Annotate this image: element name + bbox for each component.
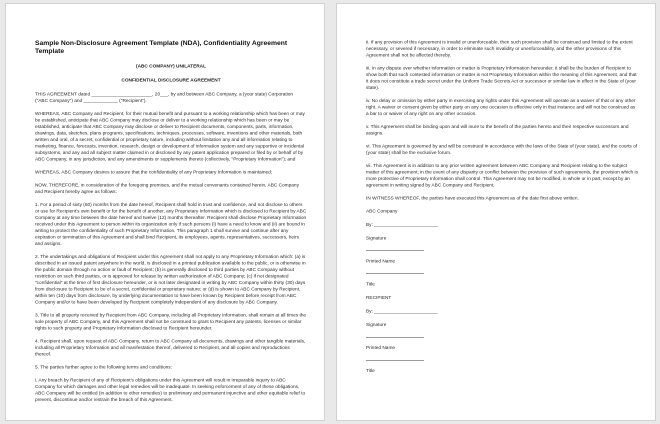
clause-2-paragraph: 2. The undertakings and obligations of Recipient under this Agreement shall not apply to any Proprietary Information which: (a) is described in an issued patent anywhere in the world, is disclosed in a printed publication available to the public, or is otherwise in the public domain through no action or fault of Recipient; (b) is generally disclosed to third parties by ABC Company without restriction on such third parties, or is approved for release by written authorization of ABC Company; (c) if not designated "confidential" at the time of first disclosure hereunder, or is not later designated in writing by ABC Company within thirty (30) days from disclosure to Recipient to be of a secret, confidential or proprietary nature; or (d) is shown to ABC Company by Recipient, within ten (10) days from disclosure, by underlying documentation to have been known by Recipient before receipt from ABC Company and/or to have been developed by Recipient completely independent of any disclosure by ABC Company. <box>35 254 306 305</box>
clause-5i-paragraph: i. Any breach by Recipient of any of Recipient's obligations under this Agreement will result in irreparable inquiry to ABC Company for which damages and other legal remedies will be inadequate. In seeking enforcement of any of these obligations, ABC Company will be entitled (in addition to other remedies) to preliminary and permanent injunctive and other equitable relief to prevent, discontinue and/or restrain the breach of this Agreement. <box>35 377 306 403</box>
witness-whereof-paragraph: IN WITNESS WHEREOF, the parties have executed this Agreement as of the date first above written. <box>366 195 579 201</box>
confidential-disclosure-heading: CONFIDENTIAL DISCLOSURE AGREEMENT <box>121 77 221 83</box>
party2-by-line: By: ________________________ <box>366 308 438 314</box>
party1-name: ABC Company <box>366 208 398 214</box>
clause-5ii-paragraph: ii. If any provision of this Agreement is invalid or unenforceable, then such provision shall be construed and limited to the extent necessary, or severed if necessary, in order to eliminate such invalidity or unenforceability, and the other provisions of this Agreement shall not be affected thereby. <box>366 39 633 58</box>
clause-5iii-paragraph: iii. In any dispute over whether information or matter is Proprietary Information hereunder, it shall be the burden of Recipient to show both that such contested information or matter is not Proprietary Information within the meaning of this Agreement, and that it does not constitute a trade secret under the Uniform Trade Secrets Act or successor or similar law in effect in the State of (your state). <box>366 65 637 91</box>
party2-name: RECIPIENT <box>366 295 392 301</box>
whereas-confidentiality-paragraph: WHEREAS, ABC Company desires to assure that the confidentiality of any Proprietary Information is maintained; <box>35 169 273 175</box>
signature-block-recipient <box>366 295 638 375</box>
party2-printed-name-label: Printed Name <box>366 345 396 351</box>
unilateral-heading: (ABC COMPANY) UNILATERAL <box>135 63 207 69</box>
party2-title-label: Title <box>366 368 375 374</box>
document-page-1 <box>5 3 325 421</box>
page-2-content <box>337 4 656 374</box>
party1-signature-label: Signature <box>366 235 387 241</box>
clause-5v-paragraph: v. This Agreement shall be binding upon and will inure to the benefit of the parties hereto and their respective successors and assigns. <box>366 124 629 136</box>
signature-block-abc-company <box>366 208 638 288</box>
party2-signature-label: Signature <box>366 322 387 328</box>
clause-5-paragraph: 5. The parties further agree to the following terms and conditions: <box>35 364 172 370</box>
party1-title-label: Title <box>366 281 375 287</box>
clause-5vi-paragraph: vi. This Agreement is governed by and will be construed in accordance with the laws of the State of (your state), and the courts of (your state) shall be the exclusive forum. <box>366 143 638 156</box>
document-page-2 <box>336 3 656 421</box>
party2-signature-line <box>366 337 424 338</box>
party1-printed-name-label: Printed Name <box>366 258 396 264</box>
party1-printed-name-line <box>366 274 424 275</box>
clause-4-paragraph: 4. Recipient shall, upon request of ABC Company, return to ABC Company all documents, drawings and other tangible materials, including all Proprietary Information and all manifestation thereof, delivered to Recipient, and all copies and reproductions thereof. <box>35 338 306 357</box>
party1-signature-line <box>366 251 424 252</box>
page-1-content <box>6 4 325 403</box>
clause-5vii-paragraph: vii. This Agreement is in addition to any prior written agreement between ABC Company and Recipient relating to the subject matter of this agreement; in the event of any disparity or conflict between the provision of such agreements, the provision which is more protective of Proprietary Information shall control. This Agreement may not be modified, in whole or in part, except by an agreement in writing signed by ABC Company and Recipient. <box>366 163 638 188</box>
now-therefore-paragraph: NOW, THEREFORE, in consideration of the foregoing premises, and the mutual convenants contained herein, ABC Company and Recipient hereby agree as follows: <box>35 182 299 195</box>
clause-5iv-paragraph: iv. No delay or omission by either party in exercising any rights under this Agreement will operate as a waiver of that or any other right. A waiver or consent given by either party on any one occasion is effective only in that instance and will not be construed as a bar to or waiver of any right on any other occasion. <box>366 98 636 117</box>
clause-3-paragraph: 3. Title to all property received by Recipient from ABC Company, including all Proprietary Information, shall remain at all times the sole property of ABC Company, and this Agreement shall not be construed to grant to Recipient any patents, licenses or similar rights to such property and Proprietary Information disclosed to Recipient hereunder. <box>35 312 307 331</box>
clause-1-paragraph: 1. For a period of sixty (60) months from the date hereof, Recipient shall hold in trust and confidence, and not disclose to others or use for Recipient's own benefit or for the benefit of another, any Proprietary Information which is disclosed to Recipient by ABC Company at any time between the date hereof and twelve (12) months thereafter. Recipient shall disclose Proprietary Information received under this Agreement to person within its organization only if such persons (i) have a need to know and (ii) are bound in writing to protect the confidentiality of such Proprietary Information. This paragraph 1 shall survive and continue after any expiration or termination of this Agreement and shall bind Recipient, its employees, agents, representatives, successors, heirs and assigns. <box>35 202 307 247</box>
whereas-disclosure-paragraph: WHEREAS, ABC Company and Recipient, for their mutual benefit and pursuant to a working relationship which has been or may be established, anticipate that ABC Company may disclose or deliver to a working relationship which has been or may be established, anticipate that ABC Company may disclose or deliver to Recipient documents, components, parts, information, drawings, data, sketches, plans programs, specifications, techniques, processes, software, inventions and other materials, both written and oral, of a secret, confidential or proprietary nature, including without limitation any and all information relating to marketing, finance, forecasts, invention, research, design or development of information system and any supportive or incidental subsystems, and any and all subject matter claimed in or disclosed by any patent application prepared or filed by or behalf of by ABC Company, in any jurisdiction, and any amendments or supplements thereto (collectively, "Proprietary Information"); and <box>35 111 305 162</box>
party1-by-line: By: ________________________ <box>366 222 438 228</box>
party2-printed-name-line <box>366 360 424 361</box>
document-title: Sample Non-Disclosure Agreement Template (NDA), Confidentiality Agreement Template <box>35 39 288 55</box>
agreement-date-paragraph: THIS AGREEMENT dated _______________________, 20___, by and between ABC Company, a (your state) Corporation ("ABC Company") and _____________ ("Recipient"). <box>35 91 294 104</box>
